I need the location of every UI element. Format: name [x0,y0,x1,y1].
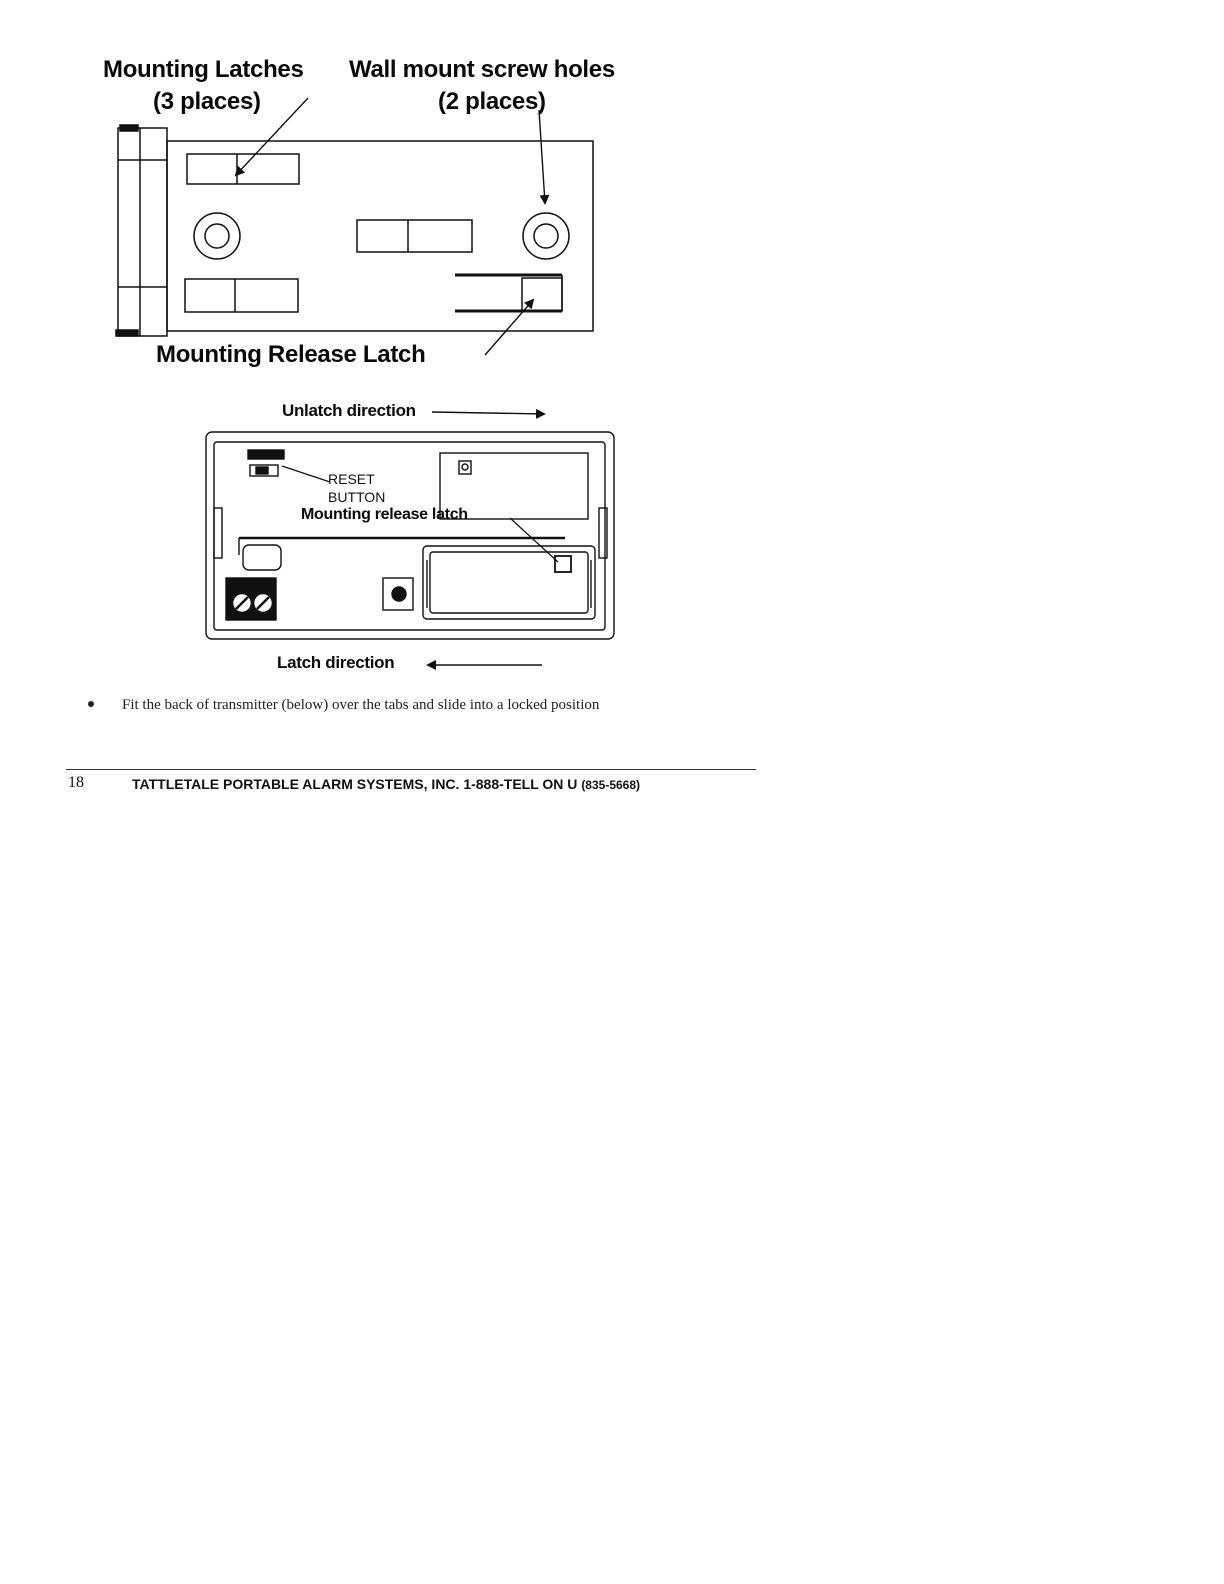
screw-hole-right [523,213,569,259]
label-mounting-latches: Mounting Latches [103,56,304,83]
label-wall-mount-holes: Wall mount screw holes [349,56,615,83]
page-number: 18 [68,774,84,791]
mounting-latch-3 [185,279,298,312]
dip-switch [248,450,284,459]
instruction-bullet [88,697,599,714]
label-button: BUTTON [328,489,386,505]
label-mounting-release-latch: Mounting Release Latch [156,341,426,368]
footer-phone: (835-5668) [581,778,641,792]
reset-leader [282,466,330,482]
footer-company [132,776,640,792]
instruction-text: Fit the back of transmitter (below) over the tabs and slide into a locked position [122,697,600,713]
release-latch-square [555,556,571,572]
mounting-latch-1 [187,154,299,184]
bracket-left-rail [118,128,167,336]
label-unlatch-direction: Unlatch direction [282,401,416,420]
label-reset: RESET [328,471,375,487]
label-mounting-latches-count: (3 places) [153,88,261,115]
page-footer [66,769,756,796]
bullet-icon [88,701,94,707]
mounting-latch-2 [357,220,472,252]
arrow-release-latch [485,300,533,355]
mounting-release-latch [455,275,562,311]
footer-company-text: TATTLETALE PORTABLE ALARM SYSTEMS, INC. 1-888-TELL ON U [132,776,578,792]
transmitter-back-drawing [206,432,614,639]
label-mounting-release-latch-small: Mounting release latch [301,506,468,523]
release-latch-leader [510,518,558,562]
mounting-bracket-drawing [116,125,593,336]
battery-compartment [423,546,595,619]
unlatch-direction-arrow [432,412,544,414]
bracket-plate [167,141,593,331]
label-latch-direction: Latch direction [277,653,395,672]
screw-hole-left [194,213,240,259]
arrow-screw-holes [539,110,545,203]
label-wall-mount-holes-count: (2 places) [438,88,546,115]
